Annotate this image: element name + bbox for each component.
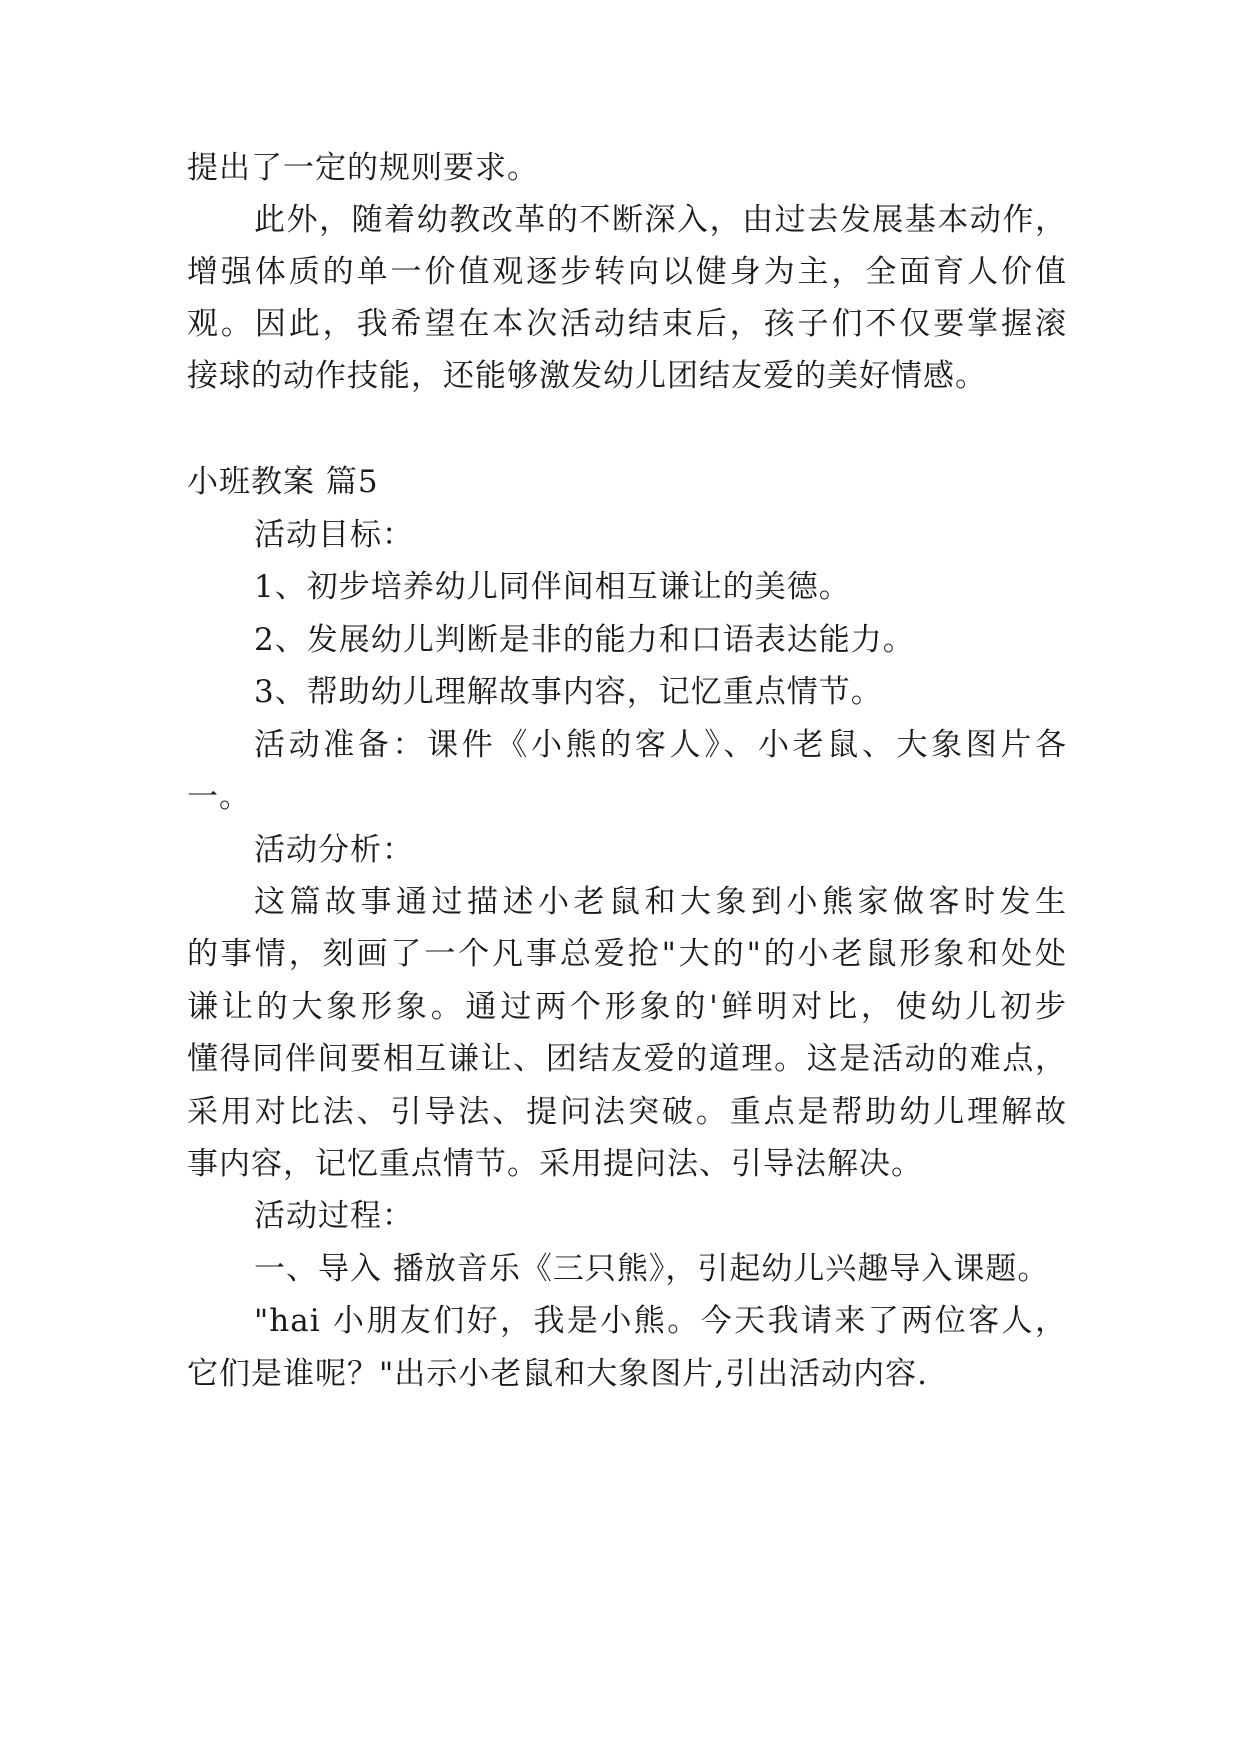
paragraph-line: 增强体质的单一价值观逐步转向以健身为主，全面育人价值 [187,254,1067,290]
paragraph-line: 采用对比法、引导法、提问法突破。重点是帮助幼儿理解故 [187,1094,1067,1130]
paragraph-line: 活动过程： [254,1198,414,1234]
paragraph-line: 观。因此，我希望在本次活动结束后，孩子们不仅要掌握滚 [187,306,1067,342]
paragraph-line: "hai 小朋友们好，我是小熊。今天我请来了两位客人， [254,1303,1067,1339]
paragraph-line: 提出了一定的规则要求。 [187,150,539,186]
paragraph-line: 活动分析： [254,832,414,868]
paragraph-line: 事内容，记忆重点情节。采用提问法、引导法解决。 [187,1146,923,1182]
paragraph-line: 一、导入 播放音乐《三只熊》，引起幼儿兴趣导入课题。 [254,1251,1050,1287]
paragraph-line: 此外，随着幼教改革的不断深入，由过去发展基本动作， [254,202,1067,238]
paragraph-line: 一。 [187,779,251,815]
list-item: 2、发展幼儿判断是非的能力和口语表达能力。 [254,622,915,658]
section-heading: 小班教案 篇5 [187,464,379,500]
paragraph-line: 这篇故事通过描述小老鼠和大象到小熊家做客时发生 [254,884,1067,920]
paragraph-line: 懂得同伴间要相互谦让、团结友爱的道理。这是活动的难点， [187,1041,1067,1077]
paragraph-line: 接球的动作技能，还能够激发幼儿团结友爱的美好情感。 [187,358,987,394]
paragraph-line: 活动目标： [254,517,414,553]
list-item: 3、帮助幼儿理解故事内容，记忆重点情节。 [254,674,883,710]
paragraph-line: 活动准备：课件《小熊的客人》、小老鼠、大象图片各 [254,727,1067,763]
paragraph-line: 谦让的大象形象。通过两个形象的'鲜明对比，使幼儿初步 [187,989,1067,1025]
paragraph-line: 它们是谁呢？"出示小老鼠和大象图片,引出活动内容. [187,1356,928,1392]
list-item: 1、初步培养幼儿同伴间相互谦让的美德。 [254,569,851,605]
paragraph-line: 的事情，刻画了一个凡事总爱抢"大的"的小老鼠形象和处处 [187,936,1067,972]
